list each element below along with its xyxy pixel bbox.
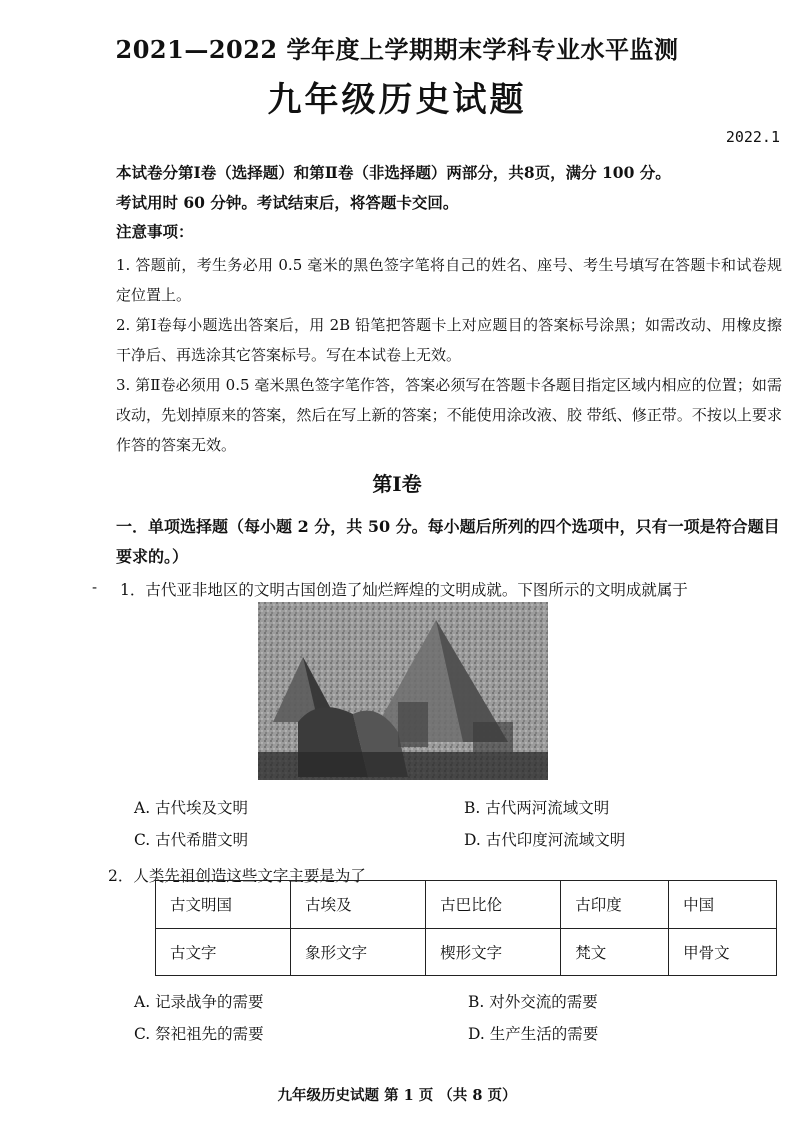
intro-line-2: 考试用时 60 分钟。考试结束后，将答题卡交回。 [116,193,459,212]
notice-item: 3. 第Ⅱ卷必须用 0.5 毫米黑色签字笔作答，答案必须写在答题卡各题目指定区域内相应的位置；如需改动，先划掉原来的答案，然后在写上新的答案；不能使用涂改液、胶 带纸、修正带。不按以上要求作答的答案无效。 [116,376,782,454]
q2-option-a: A. 记录战争的需要 [134,993,264,1011]
table-cell: 古印度 [561,881,669,929]
question-2-stem: 2．人类先祖创造这些文字主要是为了 [108,867,366,885]
notice-item: 1. 答题前，考生务必用 0.5 毫米的黑色签字笔将自己的姓名、座号、考生号填写在答题卡和试卷规定位置上。 [116,256,782,304]
q2-option-d: D. 生产生活的需要 [468,1025,599,1043]
table-cell: 象形文字 [291,928,426,976]
table-cell: 甲骨文 [669,928,777,976]
section-instructions: 一．单项选择题（每小题 2 分，共 50 分。每小题后所列的四个选项中，只有一项是符合题目要求的。） [116,517,780,566]
notice-title: 注意事项： [116,222,194,241]
table-cell: 梵文 [561,928,669,976]
exam-subject-title: 九年级历史试题 [267,80,527,120]
notice-item: 2. 第Ⅰ卷每小题选出答案后，用 2B 铅笔把答题卡上对应题目的答案标号涂黑；如需改动、用橡皮擦干净后、再选涂其它答案标号。写在本试卷上无效。 [116,316,782,364]
q1-option-c: C. 古代希腊文明 [134,831,249,849]
table-row [156,928,777,976]
exam-date: 2022.1 [725,128,780,146]
question-1-stem: 1．古代亚非地区的文明古国创造了灿烂辉煌的文明成就。下图所示的文明成就属于 [120,581,688,599]
q2-option-b: B. 对外交流的需要 [468,993,598,1011]
table-cell: 楔形文字 [426,928,561,976]
table-cell: 古文明国 [156,881,291,929]
notice-list [116,250,782,460]
table-row [156,881,777,929]
page-footer: 九年级历史试题 第 1 页 （共 8 页） [277,1087,517,1104]
table-cell: 古巴比伦 [426,881,561,929]
q2-option-c: C. 祭祀祖先的需要 [134,1025,264,1043]
q1-option-b: B. 古代两河流域文明 [464,799,610,817]
pyramids-sphinx-photo [258,602,548,780]
table-cell: 古文字 [156,928,291,976]
ancient-scripts-table [155,880,777,976]
q1-option-d: D. 古代印度河流域文明 [464,831,626,849]
intro-line-1: 本试卷分第Ⅰ卷（选择题）和第Ⅱ卷（非选择题）两部分，共8页，满分 100 分。 [116,163,671,182]
table-cell: 中国 [669,881,777,929]
part-title: 第Ⅰ卷 [372,472,422,496]
table-cell: 古埃及 [291,881,426,929]
exam-title: 2021—2022 学年度上学期期末学科专业水平监测 [115,35,679,64]
q1-option-a: A. 古代埃及文明 [134,799,249,817]
margin-mark: - [92,578,98,596]
